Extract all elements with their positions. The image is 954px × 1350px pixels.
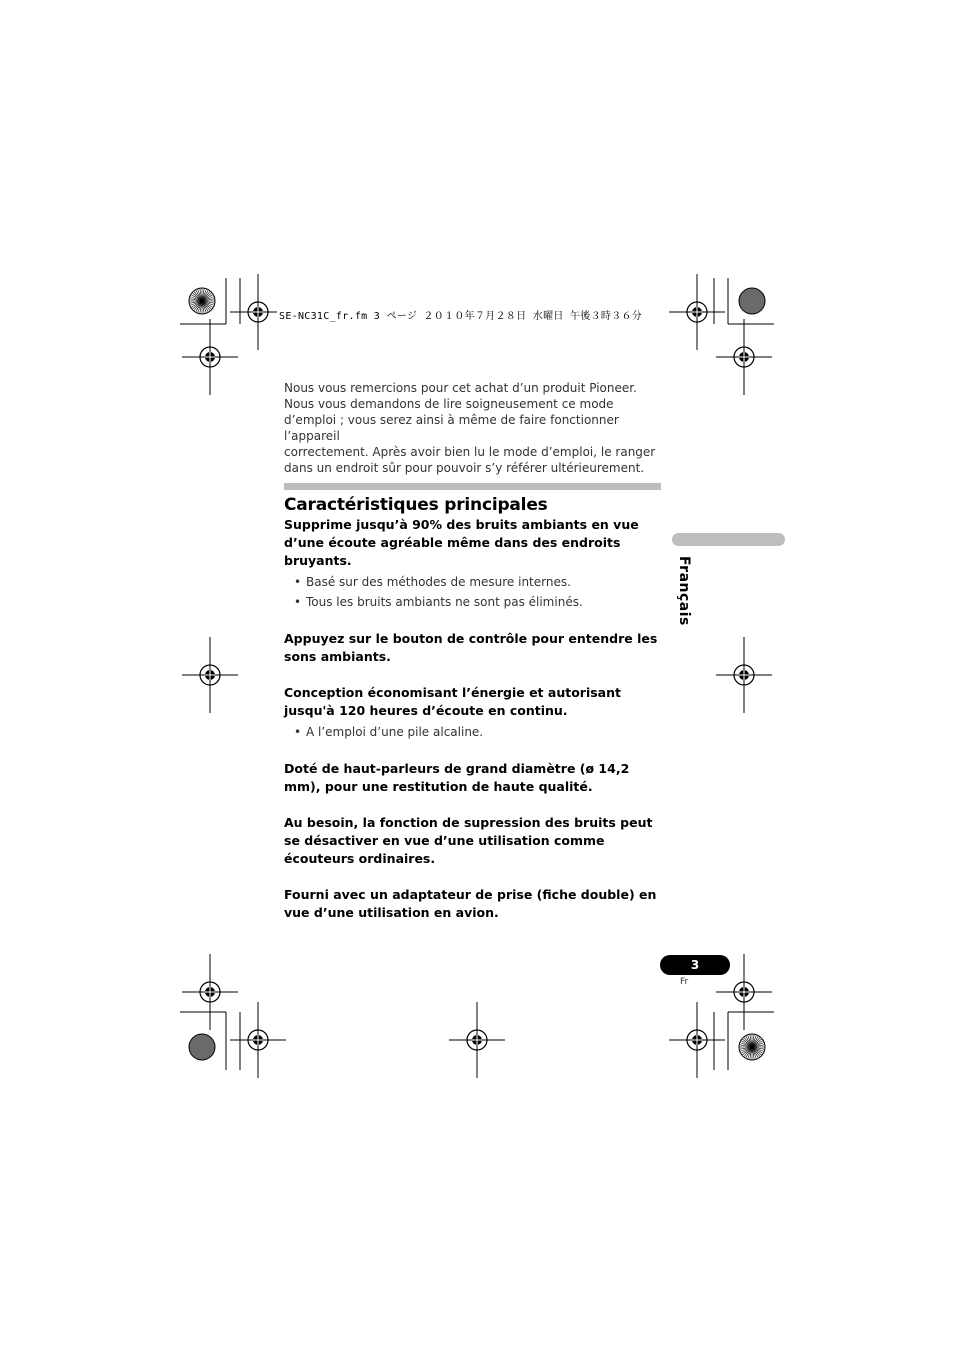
page-number: 3 (690, 958, 700, 972)
registration-mark-icon (182, 637, 238, 713)
feature-item (284, 516, 664, 612)
intro-line: correctement. Après avoir bien lu le mode d’emploi, le ranger (284, 445, 656, 459)
section-divider-bar (284, 483, 661, 490)
page-language-code: Fr (680, 977, 689, 987)
feature-title: Conception économisant l’énergie et autorisant jusqu'à 120 heures d’écoute en continu. (284, 685, 621, 718)
feature-item (284, 760, 664, 796)
registration-mark-icon (669, 1002, 725, 1078)
registration-mark-icon (230, 1002, 286, 1078)
file-header-line: SE-NC31C_fr.fm 3 ページ ２０１０年７月２８日 水曜日 午後３時３６分 (277, 307, 644, 322)
feature-title: Au besoin, la fonction de supression des bruits peut se désactiver en vue d’une utilisation comme écouteurs ordinaires. (284, 815, 653, 866)
registration-mark-icon (716, 319, 772, 395)
bullet-item: • Basé sur des méthodes de mesure internes. (284, 572, 664, 592)
feature-list (284, 516, 664, 940)
language-tab-bar (672, 533, 785, 546)
registration-mark-icon (449, 1002, 505, 1078)
page-number-badge (660, 955, 730, 975)
feature-item (284, 814, 664, 868)
registration-mark-icon (716, 637, 772, 713)
intro-line: Nous vous demandons de lire soigneusement ce mode (284, 397, 614, 411)
bullet-item: • A l’emploi d’une pile alcaline. (284, 722, 664, 742)
feature-item (284, 630, 664, 666)
intro-paragraph (284, 380, 664, 476)
feature-item (284, 886, 664, 922)
feature-bullets (284, 722, 664, 742)
gray-rosette-mark-icon (189, 1034, 215, 1060)
section-title: Caractéristiques principales (284, 495, 548, 515)
rosette-mark-icon (739, 1034, 765, 1060)
language-tab-label: Français (676, 556, 692, 626)
feature-title: Supprime jusqu’à 90% des bruits ambiants en vue d’une écoute agréable même dans des endroits bruyants. (284, 517, 639, 568)
registration-mark-icon (669, 274, 725, 350)
intro-line: dans un endroit sûr pour pouvoir s’y référer ultérieurement. (284, 461, 645, 475)
feature-bullets (284, 572, 664, 612)
feature-title: Fourni avec un adaptateur de prise (fiche double) en vue d’une utilisation en avion. (284, 887, 657, 920)
feature-title: Doté de haut-parleurs de grand diamètre (ø 14,2 mm), pour une restitution de haute qualité. (284, 761, 630, 794)
registration-mark-icon (182, 319, 238, 395)
registration-mark-icon (182, 954, 238, 1030)
bullet-item: • Tous les bruits ambiants ne sont pas éliminés. (284, 592, 664, 612)
gray-rosette-mark-icon (739, 288, 765, 314)
intro-line: Nous vous remercions pour cet achat d’un produit Pioneer. (284, 381, 637, 395)
feature-title: Appuyez sur le bouton de contrôle pour entendre les sons ambiants. (284, 631, 658, 664)
intro-line: d’emploi ; vous serez ainsi à même de faire fonctionner l’appareil (284, 413, 619, 443)
rosette-mark-icon (189, 288, 215, 314)
feature-item (284, 684, 664, 742)
